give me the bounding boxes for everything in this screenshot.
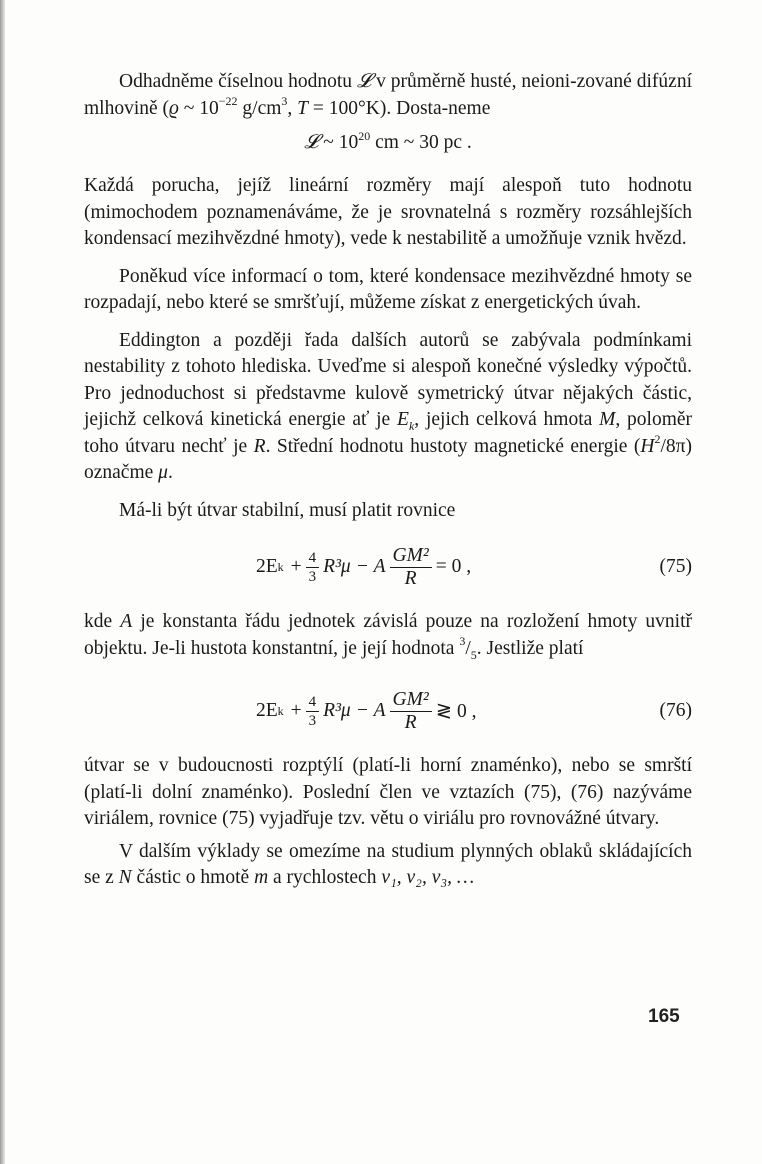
relation: = 0 , (435, 556, 472, 577)
text-run: R³μ − A (323, 700, 386, 721)
relation: ≷ 0 , (435, 701, 477, 722)
spacer (84, 598, 692, 609)
mass-symbol: m (254, 867, 269, 888)
text-run: Eddington a později řada dalších autorů se zabývala podmínkami nestability z tohoto hlediska. Uveďme si alespoň konečné výsledky výpočtů. Pro jednoduchost si představme kulově symetrický útvar nějakých částic, jejichž celková kinetická energie ať je (84, 329, 692, 430)
paragraph-1 (84, 68, 692, 122)
subscript: k (408, 418, 415, 433)
book-page (84, 68, 692, 892)
exponent: 3 (281, 94, 288, 108)
text-run: 2E (256, 556, 278, 577)
text-run: je konstanta řádu jednotek závislá pouze na rozložení hmoty uvnitř objektu. Je-li hustota konstantní, je její hodnota (84, 611, 693, 659)
text-run: , poloměr toho útvaru nechť je (84, 409, 693, 457)
text-run: . Střední hodnotu hustoty magnetické energie ( (265, 435, 641, 457)
display-formula-l (84, 122, 692, 162)
equation-75 (84, 536, 692, 598)
fraction-denominator: 5 (470, 647, 477, 662)
paragraph-4: Eddington a později řada dalších autorů se zabývala podmínkami nestability z tohoto hlediska. Uveďme si alespoň konečné výsledky výpočtů. Pro jednoduchost si představme kulově symetrický útvar nějakých částic, jejichž celková kinetická energie ať je $E_k$, jejich celková hmota M, poloměr toho útvaru nechť je R. Střední hodnotu hustoty magnetické energie $(H^2/8\pi)$ označme μ. (84, 329, 693, 483)
equation-body: 2E k + $\frac{4}{3}$ R³μ − A $\frac{\text{GM²}}{R}$ = 0 , (256, 544, 472, 589)
text-run: 2E (256, 700, 278, 721)
count-symbol: N (118, 867, 132, 888)
equation-number: (76) (659, 700, 692, 721)
constant-symbol: A (120, 611, 133, 632)
text-run: R³μ − A (323, 556, 386, 577)
fraction: $\frac{\text{GM²}}{R}$ (390, 545, 432, 590)
equation-number: (75) (659, 556, 692, 577)
text-run: kde (84, 611, 113, 632)
fraction: $\frac{\text{GM²}}{R}$ (390, 689, 432, 734)
energy-symbol: E (397, 409, 409, 430)
spacer (84, 317, 692, 328)
paragraph-8 (84, 839, 692, 892)
text-run: cm ~ 30 pc . (375, 132, 472, 153)
text-run: = 100°K). Dosta-neme (312, 97, 491, 119)
text-run: . Jestliže platí (476, 637, 584, 659)
scan-page-edge (0, 0, 5, 1164)
field-symbol: H (640, 435, 655, 457)
fraction: $\frac{4}{3}$ (306, 549, 320, 586)
exponent: 20 (358, 128, 371, 143)
temperature-symbol: T (297, 97, 309, 119)
text-run: , jejich celková hmota (414, 409, 593, 430)
fraction-numerator: 3 (459, 634, 466, 648)
mu-symbol: μ (158, 462, 168, 483)
paragraph-6: kde A je konstanta řádu jednotek závislá pouze na rozložení hmoty uvnitř objektu. Je-li hustota konstantní, je její hodnota $^3/_5$. Jestliže platí (84, 611, 693, 662)
radius-symbol: R (253, 435, 266, 457)
text-run: a rychlostech (273, 867, 377, 888)
text-run: ~ 10 (183, 97, 219, 119)
text-run: Odhadněme číselnou hodnotu (119, 71, 352, 92)
page-number: 165 (648, 1006, 680, 1027)
paragraph-7: útvar se v budoucnosti rozptýlí (platí-li horní znaménko), nebo se smrští (platí-li dolní znaménko). Poslední člen ve vztazích (75), (76) nazýváme viriálem, rovnice (75) vyjadřuje tzv. větu o viriálu pro rovnovážné útvary. (84, 755, 692, 829)
spacer (84, 253, 692, 264)
spacer (84, 162, 692, 173)
spacer (84, 742, 692, 753)
fraction: $\frac{4}{3}$ (306, 693, 320, 730)
rho-symbol: ϱ (169, 97, 179, 119)
mass-symbol: M (599, 409, 616, 430)
equation-body: 2E k + $\frac{4}{3}$ R³μ − A $\frac{\text{GM²}}{R}$ ≷ 0 , (256, 688, 477, 733)
velocity-list: v₁, v₂, v₃, … (381, 867, 475, 888)
script-l-symbol: 𝓛 (304, 130, 319, 153)
script-l-symbol: 𝓛 (356, 69, 372, 92)
paragraph-5: Má-li být útvar stabilní, musí platit rovnice (119, 499, 456, 521)
text-run: částic o hmotě (136, 867, 250, 888)
paragraph-3: Poněkud více informací o tom, které kondensace mezihvězdné hmoty se rozpadají, nebo které se smršťují, můžeme získat z energetických úvah. (84, 265, 692, 313)
spacer (84, 487, 692, 498)
exponent: −22 (218, 94, 238, 108)
text-run: g/cm (242, 97, 282, 119)
paragraph-2: Každá porucha, jejíž lineární rozměry mají alespoň tuto hodnotu (mimochodem poznamenáváme, že je srovnatelná s rozměry rozsáhlejších kondensací mezihvězdné hmoty), vede k nestabilitě a umožňuje vznik hvězd. (84, 175, 692, 249)
text-run: ~ 10 (323, 132, 359, 153)
text-run: v průměrně husté, neioni-zované difúzní mlhovině ( (84, 71, 692, 119)
text-run: , (287, 97, 298, 119)
text-run: V dalším výklady se omezíme na studium plynných oblaků skládajících se z (84, 840, 692, 888)
text-run: /8π) označme (84, 435, 693, 483)
equation-76 (84, 680, 692, 742)
